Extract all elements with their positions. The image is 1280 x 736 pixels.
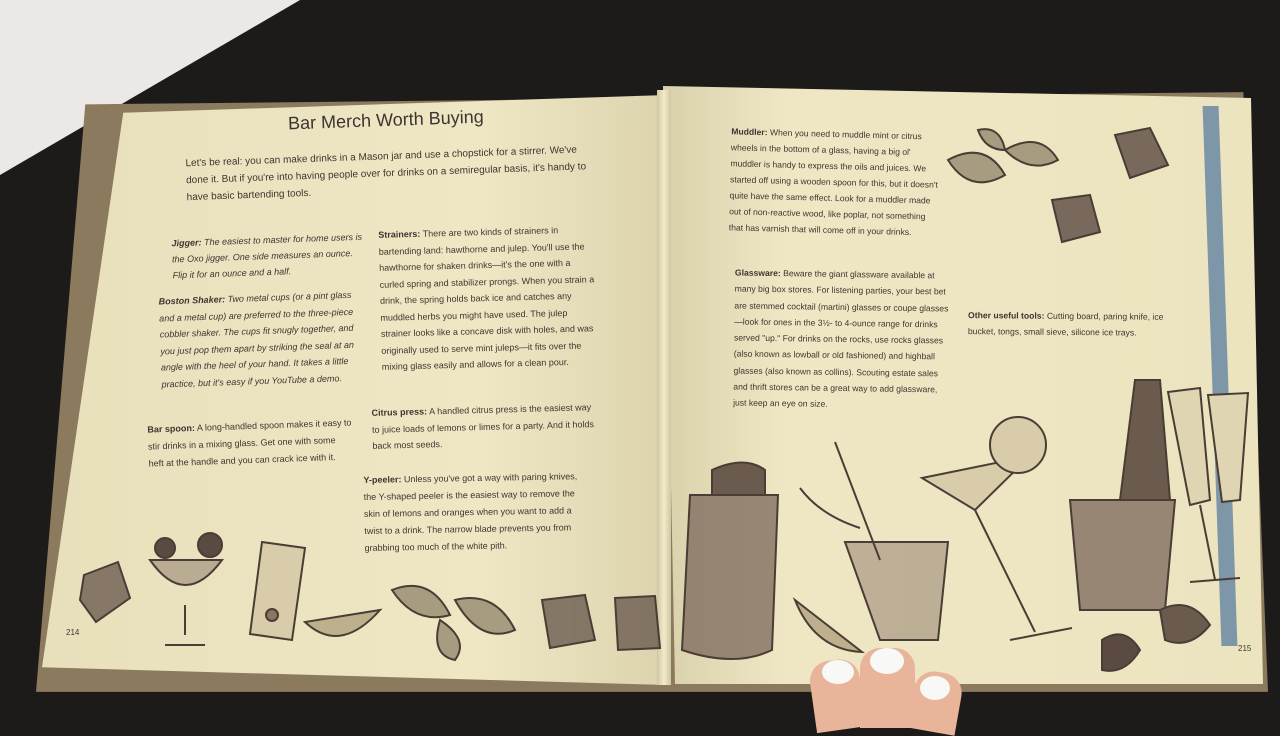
ypeeler-text: Unless you've got a way with paring knives, the Y-shaped peeler is the easiest way to remove the skin of lemons and oranges when you want to add a twist to a drink. The narrow blade prevents you from grabbing too much of the white pith.: [363, 471, 578, 553]
strainers-label: Strainers:: [378, 228, 421, 240]
fingernail: [870, 648, 904, 674]
left-page-number: 214: [66, 628, 80, 637]
ice-cube-icon: [542, 595, 660, 650]
lemon-wedge-icon: [795, 600, 862, 652]
ypeeler-label: Y-peeler:: [363, 474, 402, 485]
ice-bucket-champagne-icon: [1070, 380, 1175, 610]
ice-cube-icon: [1052, 128, 1168, 242]
glassware-label: Glassware:: [734, 267, 781, 279]
right-page-number: 215: [1238, 644, 1252, 653]
sundae-glass-icon: [150, 533, 222, 645]
barspoon-label: Bar spoon:: [147, 422, 196, 435]
jigger-label: Jigger:: [171, 237, 202, 249]
champagne-flute-icon: [1168, 388, 1248, 582]
basil-leaves-icon: [392, 586, 515, 660]
strawberry-icon: [1102, 605, 1210, 671]
intro-paragraph: Let's be real: you can make drinks in a Mason jar and use a chopstick for a stirrer. We've done it. But if you're into having people over for drinks on a semiregular basis, it's handy to have basic bartending tools.: [185, 144, 587, 204]
fingernail: [822, 660, 854, 684]
other-text: Cutting board, paring knife, ice bucket, tongs, small sieve, silicone ice trays.: [967, 310, 1164, 338]
page-title: Bar Merch Worth Buying: [287, 106, 485, 134]
strainers-text: There are two kinds of strainers in bartending land: hawthorne and julep. You'll use the hawthorne for shaken drinks—it's the one with a curled spring and stabilizer prongs. When you strain a drink, the spring holds back ice and catches any muddled herbs you might have used. The julep strainer looks like a concave disk with holes, and was originally used to serve mint juleps—it fits over the mixing glass easily and allows for a clean pour.: [378, 225, 595, 372]
martini-glass-icon: [922, 417, 1072, 640]
fingernail: [920, 676, 950, 700]
glassware-text: Beware the giant glassware available at many big box stores. For listening parties, your best bet are stemmed cocktail (martini) glasses or coupe glasses—look for ones in the 3½- to 4-ounce range for drinks served "up." For drinks on the rocks, use rocks glasses (also known as lowball or old fashioned) and highball glasses (also known as collins). Scouting estate sales and thrift stores can be a great way to add glassware, just keep an eye on size.: [733, 268, 949, 410]
ice-cube-icon: [80, 562, 130, 622]
muddler-label: Muddler:: [731, 126, 768, 138]
muddler-text: When you need to muddle mint or citrus wheels in the bottom of a glass, having a big ol' muddler is handy to express the oils and juices. We started off using a wooden spoon for this, but it doesn't quite have the same effect. Look for a muddler made out of non-reactive wood, like poplar, not something that has varnish that will come off in your drinks.: [728, 127, 938, 238]
boston-text: Two metal cups (or a pint glass and a metal cup) are preferred to the three-piece cobbler shaker. The cups fit snugly together, and you just pop them apart by striking the seal at an angle with the heel of your hand. It takes a little practice, but it's easy if you YouTube a demo.: [159, 289, 355, 389]
jigger-text: The easiest to master for home users is the Oxo jigger. One side measures an ounce. Flip it for an ounce and a half.: [171, 231, 363, 281]
shot-glass-icon: [250, 542, 305, 640]
citrus-label: Citrus press:: [371, 406, 428, 418]
citrus-text: A handled citrus press is the easiest way to juice loads of lemons or limes for a party. And it holds back most seeds.: [371, 402, 595, 451]
other-label: Other useful tools:: [968, 310, 1045, 321]
barspoon-text: A long-handled spoon makes it easy to stir drinks in a mixing glass. Get one with some heft at the handle and you can crack ice with it.: [147, 417, 352, 469]
cocktail-shaker-icon: [682, 463, 778, 660]
lime-wedge-icon: [305, 610, 380, 636]
boston-label: Boston Shaker:: [158, 294, 226, 307]
rocks-glass-icon: [800, 442, 948, 640]
mint-leaves-icon: [948, 129, 1058, 182]
